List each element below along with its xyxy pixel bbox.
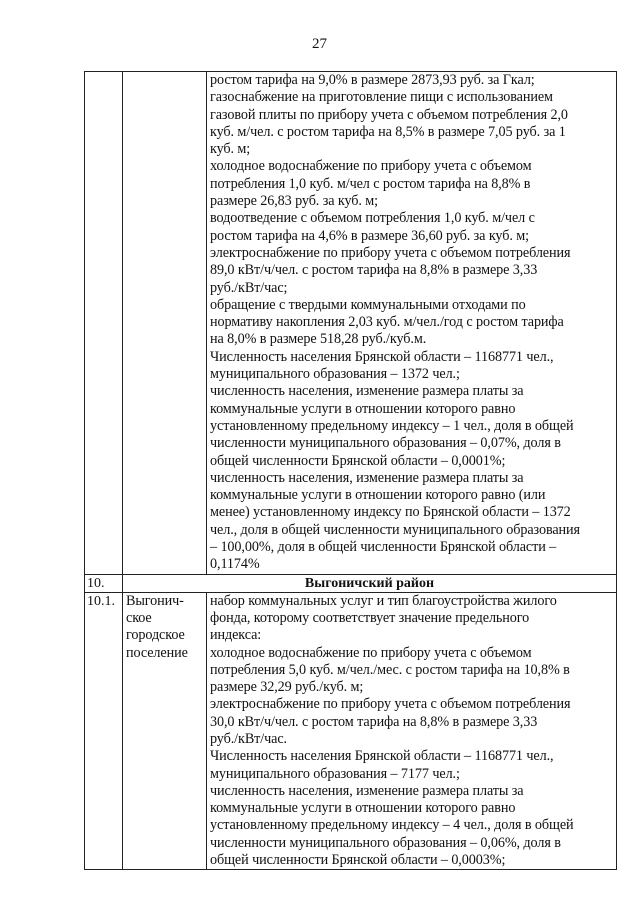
text-line: обращение с твердыми коммунальными отходами по: [210, 296, 526, 313]
text-line: Численность населения Брянской области – 1168771 чел.,: [210, 748, 554, 765]
text-line: потребления 5,0 куб. м/чел./мес. с ростом тарифа на 10,8% в: [210, 661, 570, 678]
text-line: холодное водоснабжение по прибору учета с объемом: [210, 644, 532, 661]
text-line: на 8,0% в размере 518,28 руб./куб.м.: [210, 331, 427, 348]
text-line: Выгонич-: [126, 592, 184, 609]
text-line: электроснабжение по прибору учета с объемом потребления: [210, 696, 571, 713]
text-line: менее) установленному индексу по Брянской области – 1372: [210, 504, 571, 521]
text-line: установленному предельному индексу – 4 чел., доля в общей: [210, 817, 574, 834]
text-line: нормативу накопления 2,03 куб. м/чел./год с ростом тарифа: [210, 314, 564, 331]
text-line: потребления 1,0 куб. м/чел с ростом тарифа на 8,8% в: [210, 175, 531, 192]
section-title: Выгоничский район: [304, 575, 435, 591]
text-line: численность населения, изменение размера платы за: [210, 782, 524, 799]
text-line: коммунальные услуги в отношении которого равно: [210, 800, 516, 817]
municipality-cell: [123, 592, 207, 870]
section-row: [85, 574, 617, 592]
text-line: коммунальные услуги в отношении которого равно: [210, 400, 516, 417]
text-line: куб. м;: [210, 141, 251, 158]
text-line: размере 32,29 руб./куб. м;: [210, 679, 364, 696]
text-line: численности муниципального образования – 0,07%, доля в: [210, 435, 561, 452]
text-line: размере 26,83 руб. за куб. м;: [210, 193, 378, 210]
text-line: городское: [126, 627, 185, 644]
text-line: фонда, которому соответствует значение предельного: [210, 609, 530, 626]
text-line: – 100,00%, доля в общей численности Брянской области –: [210, 539, 557, 556]
text-line: коммунальные услуги в отношении которого равно (или: [210, 487, 546, 504]
text-line: общей численности Брянской области – 0,0001%;: [210, 452, 506, 469]
text-line: установленному предельному индексу – 1 чел., доля в общей: [210, 417, 574, 434]
text-line: муниципального образования – 7177 чел.;: [210, 765, 460, 782]
text-line: ское: [126, 609, 152, 626]
description-cell: [207, 72, 617, 575]
tariff-table: [84, 71, 617, 870]
text-line: куб. м/чел. с ростом тарифа на 8,5% в размере 7,05 руб. за 1: [210, 123, 566, 140]
row-number: 10.1.: [87, 593, 115, 609]
row-number-cell: [85, 592, 123, 870]
municipality-name: [123, 593, 206, 662]
text-line: холодное водоснабжение по прибору учета с объемом: [210, 158, 532, 175]
text-line: численности муниципального образования – 0,06%, доля в: [210, 834, 561, 851]
text-line: чел., доля в общей численности муниципального образования: [210, 521, 580, 538]
row-number-cell: [85, 72, 123, 575]
text-line: руб./кВт/час.: [210, 730, 287, 747]
text-line: газовой плиты по прибору учета с объемом потребления 2,0: [210, 106, 568, 123]
text-line: индекса:: [210, 627, 262, 644]
section-number: 10.: [87, 575, 105, 591]
text-line: 89,0 кВт/ч/чел. с ростом тарифа на 8,8% в размере 3,33: [210, 262, 538, 279]
table-row-10-1: [85, 592, 617, 870]
text-line: газоснабжение на приготовление пищи с использованием: [210, 89, 553, 106]
description-cell: [207, 592, 617, 870]
description-text: [207, 72, 616, 574]
text-line: руб./кВт/час;: [210, 279, 288, 296]
section-number-cell: [85, 574, 123, 592]
description-text: [207, 593, 616, 870]
text-line: водоотведение с объемом потребления 1,0 куб. м/чел с: [210, 210, 535, 227]
text-line: Численность населения Брянской области – 1168771 чел.,: [210, 348, 554, 365]
text-line: численность населения, изменение размера платы за: [210, 383, 524, 400]
text-line: общей численности Брянской области – 0,0003%;: [210, 852, 506, 869]
page-number: 27: [312, 36, 327, 52]
table-row-continuation: [85, 72, 617, 575]
text-line: ростом тарифа на 4,6% в размере 36,60 руб. за куб. м;: [210, 227, 529, 244]
text-line: поселение: [126, 644, 188, 661]
municipality-cell: [123, 72, 207, 575]
text-line: ростом тарифа на 9,0% в размере 2873,93 руб. за Гкал;: [210, 72, 535, 88]
text-line: численность населения, изменение размера платы за: [210, 469, 524, 486]
text-line: электроснабжение по прибору учета с объемом потребления: [210, 244, 571, 261]
text-line: 0,1174%: [210, 556, 260, 573]
text-line: 30,0 кВт/ч/чел. с ростом тарифа на 8,8% в размере 3,33: [210, 713, 538, 730]
section-title-cell: [123, 574, 617, 592]
text-line: муниципального образования – 1372 чел.;: [210, 366, 460, 383]
text-line: набор коммунальных услуг и тип благоустройства жилого: [210, 592, 557, 609]
